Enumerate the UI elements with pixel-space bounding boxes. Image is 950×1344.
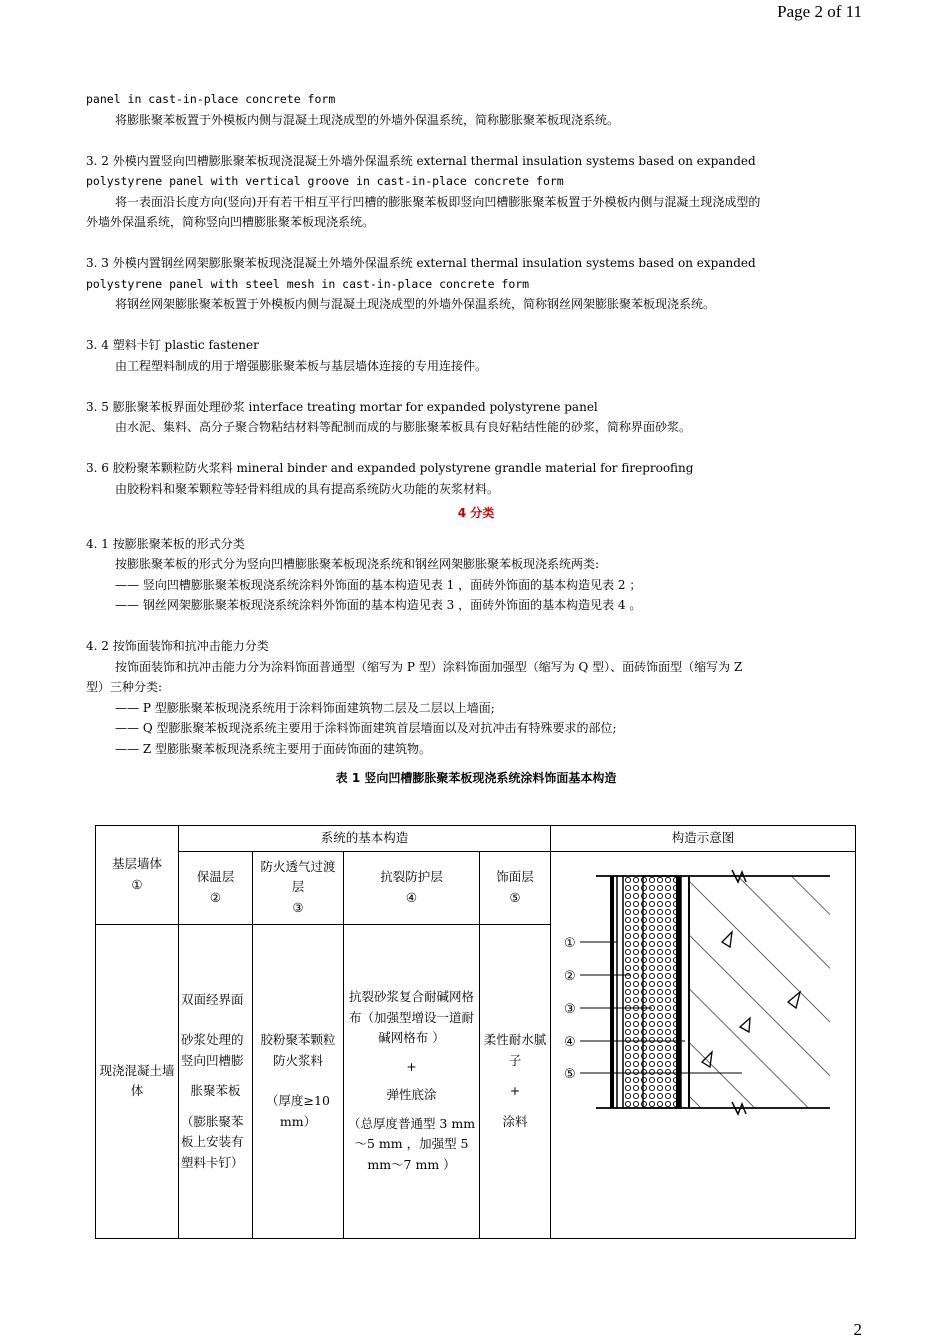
diagram-label-4: ④ [563, 1034, 576, 1050]
header-finish-layer: 饰面层 ⑤ [480, 851, 551, 924]
list-item: —— Q 型膨胀聚苯板现浇系统主要用于涂料饰面建筑首层墙面以及对抗冲击有特殊要求的部位; [115, 721, 617, 735]
diagram-label-1: ① [563, 935, 576, 951]
diagram-label-2: ② [563, 968, 576, 984]
paragraph: 由水泥、集料、高分子聚合物粘结材料等配制而成的与膨胀聚苯板具有良好粘结性能的砂浆，简称界面砂浆。 [115, 420, 692, 434]
clause-heading: 3. 3 外模内置钢丝网架膨胀聚苯板现浇混凝土外墙外保温系统 external thermal insulation systems based on expanded [86, 256, 756, 270]
header-diagram: 构造示意图 [551, 826, 856, 852]
paragraph: 按饰面装饰和抗冲击能力分为涂料饰面普通型（缩写为 P 型）涂料饰面加强型（缩写为 Q 型）、面砖饰面型（缩写为 Z [115, 659, 743, 674]
paragraph: 按膨胀聚苯板的形式分为竖向凹槽膨胀聚苯板现浇系统和钢丝网架膨胀聚苯板现浇系统两类: [115, 557, 600, 571]
clause-heading: 3. 5 膨胀聚苯板界面处理砂浆 interface treating mortar for expanded polystyrene panel [86, 399, 598, 414]
cell-fireproof: 胶粉聚苯颗粒防火浆料 （厚度≥10 mm） [253, 924, 344, 1239]
cell-base-wall: 现浇混凝土墙体 [96, 924, 179, 1239]
structure-diagram [551, 851, 856, 1239]
diagram-label-5: ⑤ [563, 1066, 576, 1082]
wall-section-diagram [552, 852, 855, 1232]
paragraph: panel in cast-in-place concrete form [86, 92, 336, 106]
header-insulation-layer: 保温层 ② [179, 851, 253, 924]
table-caption: 表 1 竖向凹槽膨胀聚苯板现浇系统涂料饰面基本构造 [335, 771, 617, 785]
header-system-structure: 系统的基本构造 [179, 826, 551, 852]
clause-heading: 4. 2 按饰面装饰和抗冲击能力分类 [86, 639, 269, 653]
clause-heading: 4. 1 按膨胀聚苯板的形式分类 [86, 536, 245, 551]
paragraph: 由工程塑料制成的用于增强膨胀聚苯板与基层墙体连接的专用连接件。 [115, 358, 488, 373]
cell-crack-resistant: 抗裂砂浆复合耐碱网格布（加强型增设一道耐碱网格布 ） + 弹性底涂 （总厚度普通型 3 mm～5 mm ，加强型 5 mm～7 mm ） [344, 924, 480, 1239]
paragraph: 外墙外保温系统，简称竖向凹槽膨胀聚苯板现浇系统。 [86, 215, 375, 229]
paragraph: 将钢丝网架膨胀聚苯板置于外模板内侧与混凝土现浇成型的外墙外保温系统，简称钢丝网架膨胀聚苯板现浇系统。 [115, 297, 716, 311]
structure-table [95, 825, 856, 1239]
header-fireproof-layer: 防火透气过渡 层 ③ [253, 851, 344, 924]
clause-heading: 3. 4 塑料卡钉 plastic fastener [86, 338, 259, 352]
paragraph: polystyrene panel with steel mesh in cast-in-place concrete form [86, 276, 530, 291]
document-body [86, 89, 866, 789]
diagram-label-3: ③ [563, 1001, 576, 1017]
header-base-wall: 基层墙体 ① [96, 826, 179, 925]
section-heading: 4 分类 [457, 506, 495, 520]
paragraph: 型）三种分类: [86, 680, 163, 694]
list-item: —— 竖向凹槽膨胀聚苯板现浇系统涂料外饰面的基本构造见表 1 ，面砖外饰面的基本构造见表 2 ； [115, 577, 642, 592]
list-item: —— 钢丝网架膨胀聚苯板现浇系统涂料外饰面的基本构造见表 3 ，面砖外饰面的基本构造见表 4 。 [115, 598, 642, 612]
paragraph: 将膨胀聚苯板置于外模板内侧与混凝土现浇成型的外墙外保温系统，简称膨胀聚苯板现浇系统。 [115, 112, 620, 127]
page-header: Page 2 of 11 [777, 2, 862, 21]
clause-heading: 3. 6 胶粉聚苯颗粒防火浆料 mineral binder and expanded polystyrene grandle material for fireproofing [86, 461, 694, 475]
list-item: —— Z 型膨胀聚苯板现浇系统主要用于面砖饰面的建筑物。 [115, 741, 431, 756]
cell-insulation: 双面经界面 砂浆处理的竖向凹槽膨 胀聚苯板 （膨胀聚苯板上安装有塑料卡钉） [179, 924, 253, 1239]
cell-finish: 柔性耐水腻子 + 涂料 [480, 924, 551, 1239]
clause-heading: 3. 2 外模内置竖向凹槽膨胀聚苯板现浇混凝土外墙外保温系统 external thermal insulation systems based on expanded [86, 153, 756, 168]
header-crack-resistant-layer: 抗裂防护层 ④ [344, 851, 480, 924]
list-item: —— P 型膨胀聚苯板现浇系统用于涂料饰面建筑物二层及二层以上墙面; [115, 700, 495, 715]
paragraph: 将一表面沿长度方向(竖向)开有若干相互平行凹槽的膨胀聚苯板即竖向凹槽膨胀聚苯板置于外模板内侧与混凝土现浇成型的 [115, 194, 761, 209]
paragraph: polystyrene panel with vertical groove in cast-in-place concrete form [86, 174, 564, 188]
paragraph: 由胶粉料和聚苯颗粒等轻骨料组成的具有提高系统防火功能的灰浆材料。 [115, 481, 500, 496]
page-number: 2 [853, 1320, 862, 1339]
